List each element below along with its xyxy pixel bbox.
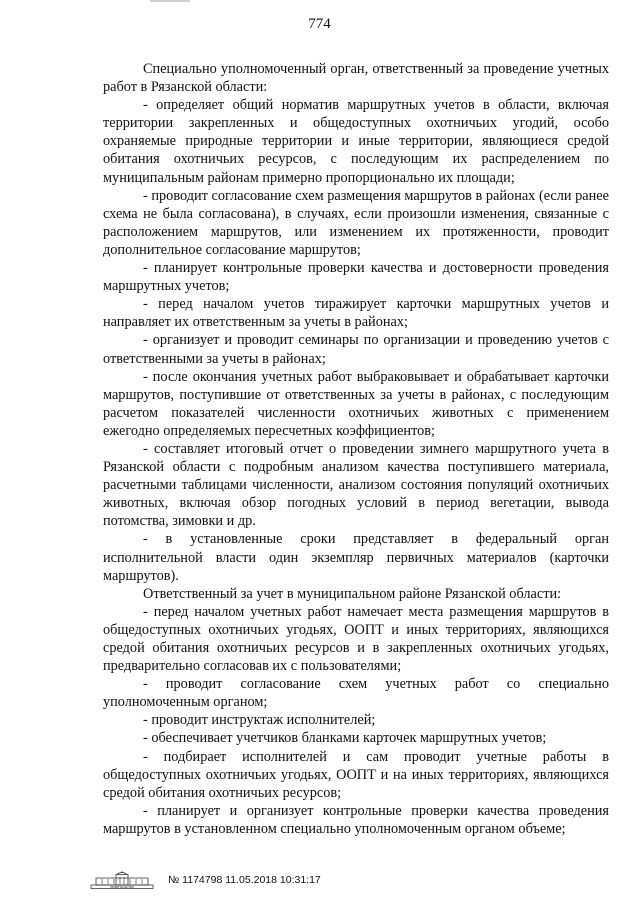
footer — [90, 870, 321, 890]
paragraph: Специально уполномоченный орган, ответственный за проведение учетных работ в Рязанской области: — [103, 61, 609, 96]
paragraph: - обеспечивает учетчиков бланками карточек маршрутных учетов; — [143, 730, 547, 747]
paragraph: - проводит согласование схем размещения маршрутов в районах (если ранее схема не была согласована), в случаях, если произошли изменения, связанные с расположением маршрутов, или изменением их протяженности, проводит дополнительное согласование маршрутов; — [103, 187, 609, 258]
page-number: 774 — [308, 16, 331, 32]
document-registration-id: № 1174798 11.05.2018 10:31:17 — [168, 874, 321, 886]
paragraph: - в установленные сроки представляет в федеральный орган исполнительной власти один экземпляр первичных материалов (карточки маршрутов). — [103, 531, 609, 584]
government-building-logo-icon — [90, 871, 154, 889]
paragraph: - проводит согласование схем учетных работ со специально уполномоченным органом; — [103, 676, 609, 711]
paragraph: - планирует и организует контрольные проверки качества проведения маршрутов в установленном специально уполномоченным органом объеме; — [103, 802, 609, 837]
paragraph: - после окончания учетных работ выбраковывает и обрабатывает карточки маршрутов, поступившие от ответственных за учеты в районах, с последующим расчетом показателей численности охотничьих животных с применением ежегодно определяемых пересчетных коэффициентов; — [103, 368, 609, 439]
paragraph: Ответственный за учет в муниципальном районе Рязанской области: — [143, 585, 562, 602]
scan-edge-mark — [150, 0, 190, 2]
document-body — [103, 60, 609, 838]
paragraph: - составляет итоговый отчет о проведении зимнего маршрутного учета в Рязанской области с подробным анализом качества поступившего материала, расчетными таблицами численности, анализом состояния популяций охотничьих животных, включая обзор погодных условий в период вегетации, вывода потомства, зимовки и др. — [103, 440, 609, 530]
logo-text: ПРАВИТЕЛЬСТВО — [109, 885, 135, 889]
paragraph: - планирует контрольные проверки качества и достоверности проведения маршрутных учетов; — [103, 260, 609, 295]
paragraph: - перед началом учетов тиражирует карточки маршрутных учетов и направляет их ответственным за учеты в районах; — [103, 296, 609, 331]
paragraph: - подбирает исполнителей и сам проводит учетные работы в общедоступных охотничьих угодьях, ООПТ и на иных территориях, являющихся средой обитания охотничьих ресурсов; — [103, 748, 609, 801]
paragraph: - перед началом учетных работ намечает места размещения маршрутов в общедоступных охотничьих угодьях, ООПТ и иных территориях, являющихся средой обитания охотничьих ресурсов и в закрепленных охотничьих угодьях, предварительно согласовав их с пользователями; — [103, 603, 609, 675]
paragraph: - определяет общий норматив маршрутных учетов в области, включая территории закрепленных и общедоступных охотничьих угодий, особо охраняемые природные территории и иные территории, являющиеся средой обитания охотничьих ресурсов, с последующим их распределением по муниципальным районам примерно пропорционально их площади; — [103, 97, 609, 186]
paragraph: - организует и проводит семинары по организации и проведению учетов с ответственными за учеты в районах; — [103, 332, 609, 367]
paragraph: - проводит инструктаж исполнителей; — [143, 712, 376, 729]
